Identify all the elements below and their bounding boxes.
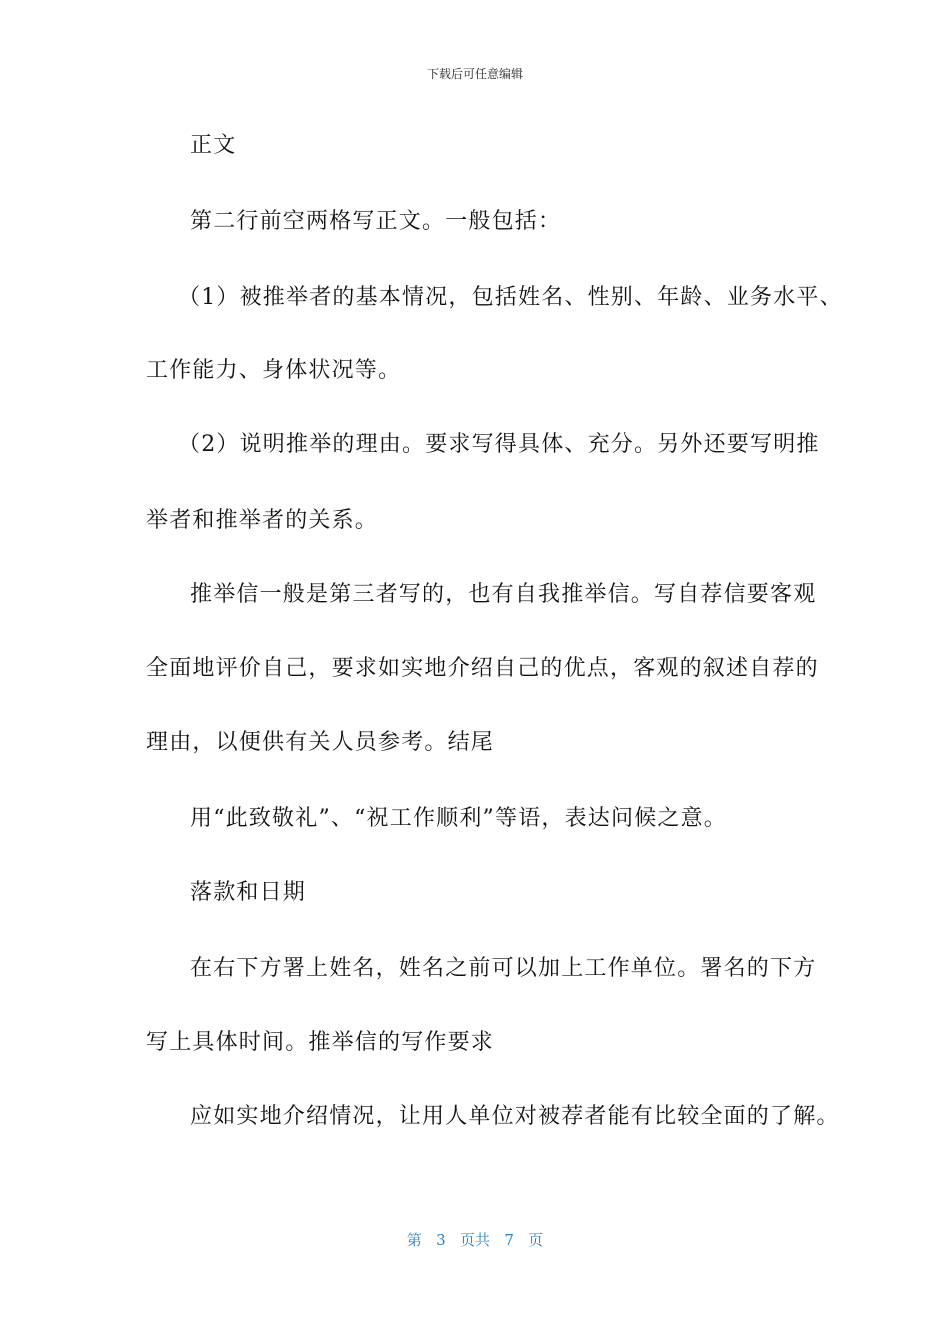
paragraph-line: 用“此致敬礼”、“祝工作顺利”等语，表达问候之意。: [190, 806, 727, 831]
page-middle: 页共: [459, 1231, 490, 1249]
paragraph-line: 在右下方署上姓名，姓名之前可以加上工作单位。署名的下方: [190, 956, 817, 981]
page-current: 3: [436, 1231, 446, 1249]
page-footer: [0, 1230, 950, 1250]
paragraph-line: （2）说明推举的理由。要求写得具体、充分。另外还要写明推: [178, 432, 820, 457]
paragraph-line: 第二行前空两格写正文。一般包括：: [190, 209, 562, 234]
header-text: 下载后可任意编辑: [426, 67, 523, 81]
paragraph-line: （1）被推举者的基本情况，包括姓名、性别、年龄、业务水平、: [178, 285, 843, 310]
paragraph-line: 推举信一般是第三者写的，也有自我推举信。写自荐信要客观: [190, 582, 817, 607]
paragraph-line: 理由，以便供有关人员参考。结尾: [146, 730, 495, 755]
paragraph-line: 工作能力、身体状况等。: [146, 358, 402, 383]
section-heading-body: 正文: [190, 133, 237, 158]
paragraph-line: 应如实地介绍情况，让用人单位对被荐者能有比较全面的了解。: [190, 1104, 840, 1129]
paragraph-line: 举者和推举者的关系。: [146, 508, 379, 533]
page-total: 7: [504, 1231, 514, 1249]
page-header: [0, 66, 950, 82]
paragraph-line: 全面地评价自己，要求如实地介绍自己的优点，客观的叙述自荐的: [146, 656, 819, 681]
page-prefix: 第: [406, 1231, 422, 1249]
paragraph-line: 写上具体时间。推举信的写作要求: [146, 1030, 495, 1055]
page-suffix: 页: [528, 1231, 544, 1249]
section-heading-signature: 落款和日期: [190, 880, 307, 905]
